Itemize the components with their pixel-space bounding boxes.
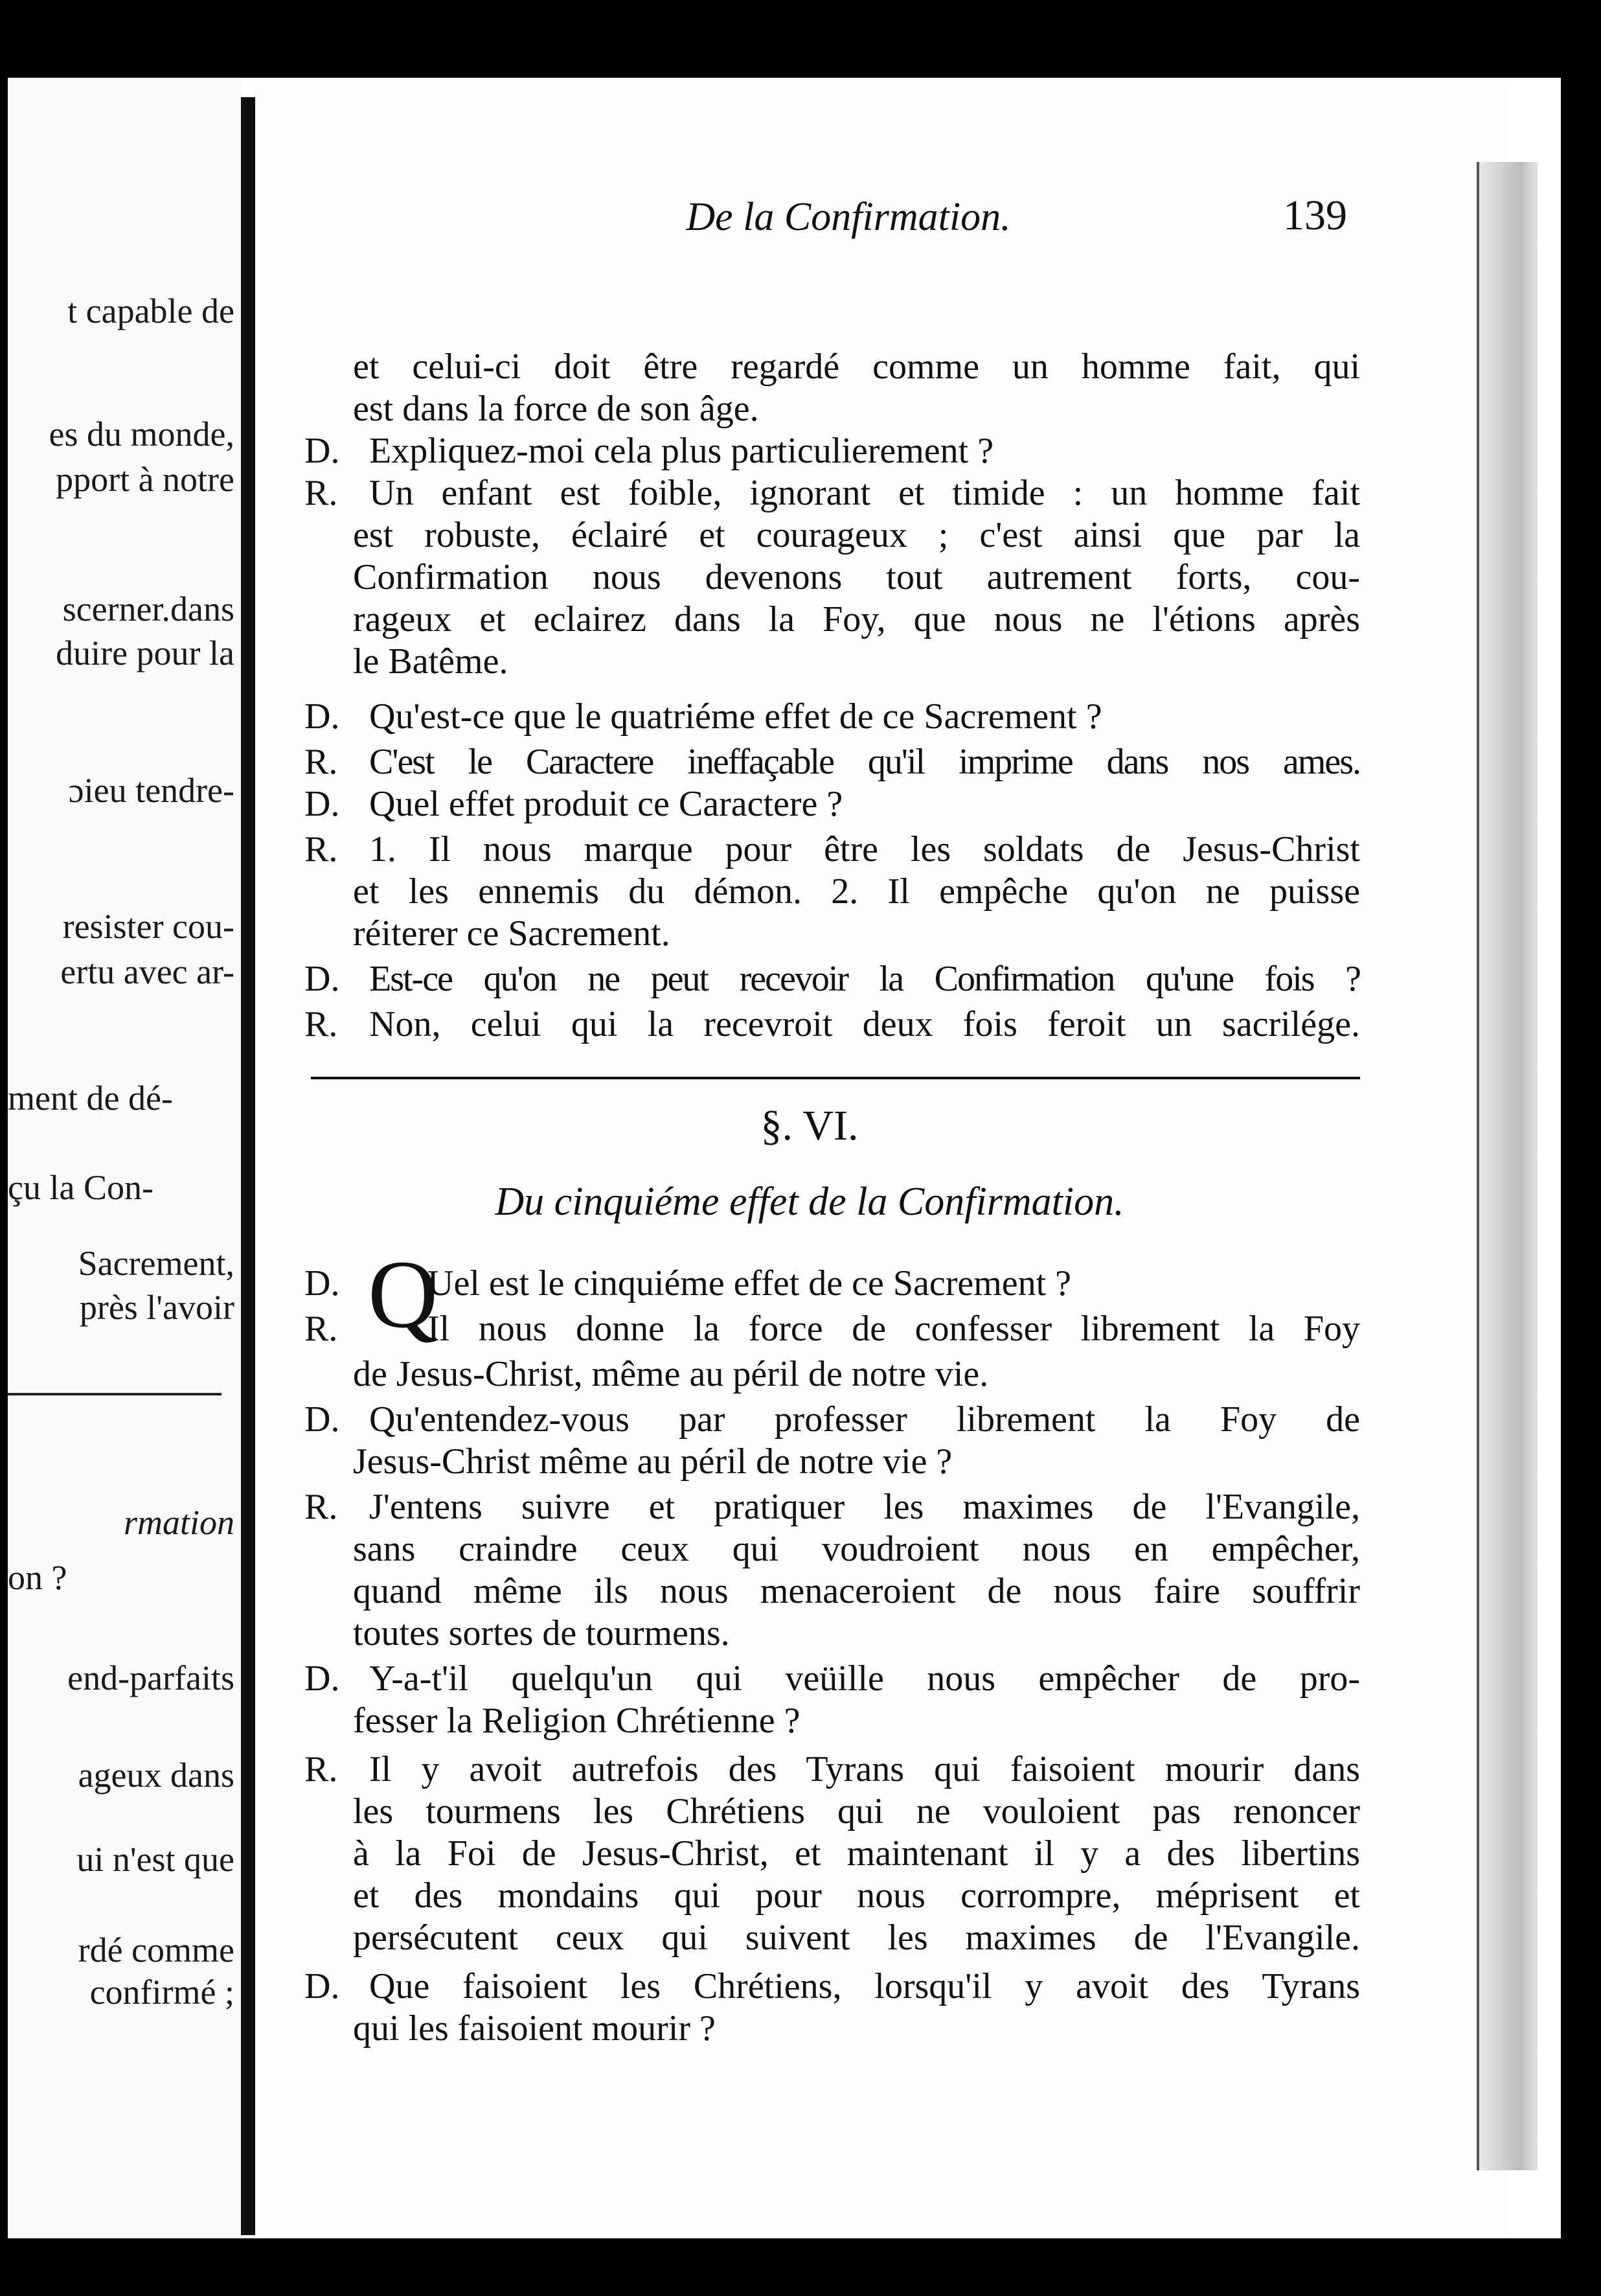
question-label: D. bbox=[304, 1399, 340, 1440]
text-line: Qu'entendez-vous par professer librement la Foy de bbox=[369, 1399, 1360, 1440]
fragment-line: ertu avec ar- bbox=[60, 952, 234, 991]
answer-label: R. bbox=[304, 1309, 338, 1349]
text-line: C'est le Caractere ineffaçable qu'il imprime dans nos ames. bbox=[369, 742, 1360, 782]
text-line: quand même ils nous menaceroient de nous faire souffrir bbox=[353, 1571, 1360, 1611]
answer-label: R. bbox=[304, 473, 338, 513]
scan-border-top bbox=[0, 0, 1601, 78]
text-line: toutes sortes de tourmens. bbox=[353, 1613, 730, 1653]
text-line: qui les faisoient mourir ? bbox=[353, 2008, 716, 2049]
section-title: Du cinquiéme effet de la Confirmation. bbox=[495, 1180, 1124, 1224]
answer-label: R. bbox=[304, 829, 338, 869]
text-line: persécutent ceux qui suivent les maximes de l'Evangile. bbox=[353, 1918, 1360, 1958]
text-line: J'entens suivre et pratiquer les maximes de l'Evangile, bbox=[369, 1487, 1360, 1527]
text-line: réiterer ce Sacrement. bbox=[353, 913, 670, 954]
fragment-line: end-parfaits bbox=[67, 1659, 234, 1697]
scan-border-left bbox=[0, 0, 8, 2296]
fragment-line: ɔieu tendre- bbox=[68, 771, 234, 810]
text-line: fesser la Religion Chrétienne ? bbox=[353, 1701, 800, 1741]
text-line: 1. Il nous marque pour être les soldats de Jesus-Christ bbox=[369, 829, 1360, 869]
text-line: est robuste, éclairé et courageux ; c'est ainsi que par la bbox=[353, 515, 1360, 555]
question-label: D. bbox=[304, 959, 340, 999]
text-line: Un enfant est foible, ignorant et timide : un homme fait bbox=[369, 473, 1360, 513]
text-line: de Jesus-Christ, même au péril de notre vie. bbox=[353, 1354, 989, 1394]
fragment-line: scerner.dans bbox=[62, 590, 234, 628]
text-line: Jesus-Christ même au péril de notre vie ? bbox=[353, 1441, 953, 1482]
question-label: D. bbox=[304, 1263, 340, 1303]
question-label: D. bbox=[304, 784, 340, 824]
text-line: et des mondains qui pour nous corrompre, méprisent et bbox=[353, 1876, 1360, 1916]
text-line: sans craindre ceux qui voudroient nous en empêcher, bbox=[353, 1529, 1360, 1569]
book-gutter bbox=[241, 97, 255, 2235]
fragment-line: près l'avoir bbox=[79, 1288, 234, 1327]
fragment-line: rdé comme bbox=[78, 1931, 234, 1969]
fragment-line: çu la Con- bbox=[8, 1168, 153, 1207]
previous-page-fragment bbox=[8, 78, 241, 2238]
text-line: les tourmens les Chrétiens qui ne vouloient pas renoncer bbox=[353, 1791, 1360, 1831]
text-line: et les ennemis du démon. 2. Il empêche qu'on ne puisse bbox=[353, 871, 1360, 912]
text-line: Expliquez-moi cela plus particulierement ? bbox=[369, 431, 994, 471]
text-line: Quel effet produit ce Caractere ? bbox=[369, 784, 843, 824]
question-label: D. bbox=[304, 1659, 340, 1699]
fragment-line: Sacrement, bbox=[78, 1244, 234, 1283]
running-head: De la Confirmation. bbox=[686, 195, 1011, 239]
text-line: Qu'est-ce que le quatriéme effet de ce Sacrement ? bbox=[369, 696, 1102, 737]
page-edges bbox=[1477, 162, 1538, 2170]
fragment-line: duire pour la bbox=[56, 634, 234, 672]
section-number: §. VI. bbox=[760, 1102, 859, 1149]
fragment-line: ui n'est que bbox=[76, 1840, 234, 1879]
fragment-line: pport à notre bbox=[56, 460, 234, 499]
scan-border-right bbox=[1561, 0, 1601, 2296]
scan-border-bottom bbox=[0, 2238, 1601, 2296]
drop-cap: Q bbox=[368, 1241, 438, 1348]
fragment-line: ment de dé- bbox=[8, 1079, 173, 1118]
section-rule bbox=[311, 1077, 1360, 1079]
text-line: Il nous donne la force de confesser librement la Foy bbox=[427, 1309, 1360, 1349]
fragment-rule bbox=[8, 1393, 221, 1395]
fragment-line: rmation bbox=[123, 1503, 234, 1542]
text-line: le Batême. bbox=[353, 641, 508, 682]
text-line: Uel est le cinquiéme effet de ce Sacrement ? bbox=[427, 1263, 1072, 1303]
text-line: Confirmation nous devenons tout autrement forts, cou- bbox=[353, 557, 1360, 597]
answer-label: R. bbox=[304, 742, 338, 782]
fragment-line: on ? bbox=[8, 1558, 67, 1597]
fragment-line: resister cou- bbox=[62, 907, 234, 946]
fragment-line: es du monde, bbox=[49, 415, 234, 453]
answer-label: R. bbox=[304, 1749, 338, 1789]
page-number: 139 bbox=[1283, 192, 1347, 239]
question-label: D. bbox=[304, 1966, 340, 2006]
text-line: Que faisoient les Chrétiens, lorsqu'il y avoit des Tyrans bbox=[369, 1966, 1360, 2006]
text-line: est dans la force de son âge. bbox=[353, 389, 759, 429]
text-line: Il y avoit autrefois des Tyrans qui faisoient mourir dans bbox=[369, 1749, 1360, 1789]
text-line: Non, celui qui la recevroit deux fois feroit un sacrilége. bbox=[369, 1004, 1360, 1044]
fragment-line: t capable de bbox=[67, 292, 234, 330]
text-line: à la Foi de Jesus-Christ, et maintenant il y a des libertins bbox=[353, 1833, 1360, 1874]
text-line: rageux et eclairez dans la Foy, que nous ne l'étions après bbox=[353, 599, 1360, 639]
text-line: Est-ce qu'on ne peut recevoir la Confirmation qu'une fois ? bbox=[369, 959, 1360, 999]
answer-label: R. bbox=[304, 1487, 338, 1527]
question-label: D. bbox=[304, 696, 340, 737]
text-line: Y-a-t'il quelqu'un qui veüille nous empêcher de pro- bbox=[369, 1659, 1360, 1699]
fragment-line: ageux dans bbox=[78, 1756, 234, 1795]
question-label: D. bbox=[304, 431, 340, 471]
text-line: et celui-ci doit être regardé comme un homme fait, qui bbox=[353, 347, 1360, 387]
fragment-line: confirmé ; bbox=[89, 1973, 234, 2012]
answer-label: R. bbox=[304, 1004, 338, 1044]
